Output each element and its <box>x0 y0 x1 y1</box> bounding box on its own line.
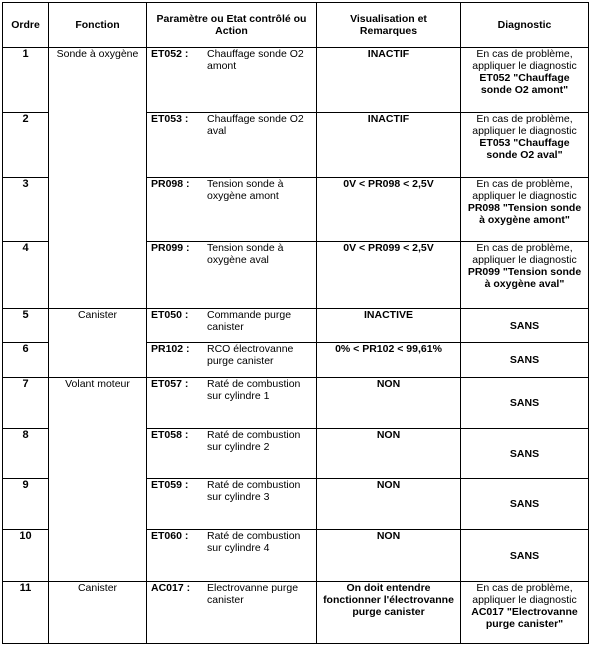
param-label: Tension sonde à oxygène amont <box>207 178 284 202</box>
param-cell <box>147 309 317 343</box>
visu-cell: INACTIVE <box>317 309 461 343</box>
param-code: AC017 : <box>151 582 191 594</box>
diag-cell: SANS <box>461 479 589 530</box>
diag-cell <box>461 178 589 242</box>
param-cell <box>147 113 317 178</box>
diagnostic-table <box>2 2 589 644</box>
row-ordre: 3 <box>3 178 49 242</box>
diag-text: En cas de problème, appliquer le diagnostic <box>472 178 577 202</box>
table-row <box>3 48 589 113</box>
diag-cell <box>461 582 589 644</box>
row-ordre: 8 <box>3 429 49 479</box>
param-code: ET058 : <box>151 429 189 441</box>
visu-cell: INACTIF <box>317 48 461 113</box>
header-ordre: Ordre <box>3 3 49 48</box>
diag-text: En cas de problème, appliquer le diagnostic <box>472 48 577 72</box>
visu-cell: On doit entendre fonctionner l'électrovanne purge canister <box>317 582 461 644</box>
param-label: Chauffage sonde O2 aval <box>207 113 304 137</box>
function-cell: Sonde à oxygène <box>49 48 147 309</box>
visu-cell: INACTIF <box>317 113 461 178</box>
param-cell <box>147 242 317 309</box>
header-parametre: Paramètre ou Etat contrôlé ou Action <box>147 3 317 48</box>
row-ordre: 7 <box>3 378 49 429</box>
param-code: ET059 : <box>151 479 189 491</box>
visu-cell: 0% < PR102 < 99,61% <box>317 343 461 378</box>
row-ordre: 11 <box>3 582 49 644</box>
param-label: Chauffage sonde O2 amont <box>207 48 304 72</box>
table-row <box>3 309 589 343</box>
param-code: ET050 : <box>151 309 189 321</box>
param-cell <box>147 178 317 242</box>
param-cell <box>147 582 317 644</box>
param-label: Commande purge canister <box>207 309 292 333</box>
function-cell: Volant moteur <box>49 378 147 582</box>
diag-cell: SANS <box>461 309 589 343</box>
param-code: PR102 : <box>151 343 190 355</box>
diag-cell: SANS <box>461 343 589 378</box>
visu-cell: 0V < PR098 < 2,5V <box>317 178 461 242</box>
param-code: ET053 : <box>151 113 189 125</box>
param-label: RCO électrovanne purge canister <box>207 343 294 367</box>
diag-cell <box>461 113 589 178</box>
diag-reference: ET053 "Chauffage sonde O2 aval" <box>479 137 570 161</box>
visu-cell: 0V < PR099 < 2,5V <box>317 242 461 309</box>
diag-text: En cas de problème, appliquer le diagnostic <box>472 113 577 137</box>
diag-cell: SANS <box>461 429 589 479</box>
row-ordre: 2 <box>3 113 49 178</box>
param-label: Raté de combustion sur cylindre 4 <box>207 530 301 554</box>
param-label: Electrovanne purge canister <box>207 582 299 606</box>
diag-reference: PR098 "Tension sonde à oxygène amont" <box>467 202 582 226</box>
param-label: Raté de combustion sur cylindre 2 <box>207 429 301 453</box>
diag-cell: SANS <box>461 378 589 429</box>
visu-cell: NON <box>317 479 461 530</box>
diag-reference: PR099 "Tension sonde à oxygène aval" <box>467 266 582 290</box>
diag-text: En cas de problème, appliquer le diagnostic <box>472 242 577 266</box>
param-cell <box>147 530 317 582</box>
param-cell <box>147 343 317 378</box>
header-row <box>3 3 589 48</box>
diag-reference: ET052 "Chauffage sonde O2 amont" <box>479 72 570 96</box>
row-ordre: 1 <box>3 48 49 113</box>
visu-cell: NON <box>317 429 461 479</box>
param-cell <box>147 48 317 113</box>
table-row <box>3 378 589 429</box>
row-ordre: 10 <box>3 530 49 582</box>
param-code: ET052 : <box>151 48 189 60</box>
diag-cell <box>461 48 589 113</box>
header-diagnostic: Diagnostic <box>461 3 589 48</box>
diag-text: En cas de problème, appliquer le diagnostic <box>472 582 577 606</box>
diag-cell: SANS <box>461 530 589 582</box>
row-ordre: 4 <box>3 242 49 309</box>
param-label: Tension sonde à oxygène aval <box>207 242 284 266</box>
function-cell: Canister <box>49 309 147 378</box>
visu-cell: NON <box>317 530 461 582</box>
header-fonction: Fonction <box>49 3 147 48</box>
param-cell <box>147 479 317 530</box>
param-code: ET057 : <box>151 378 189 390</box>
function-cell: Canister <box>49 582 147 644</box>
visu-cell: NON <box>317 378 461 429</box>
param-code: PR098 : <box>151 178 190 190</box>
param-cell <box>147 429 317 479</box>
diag-reference: AC017 "Electrovanne purge canister" <box>471 606 578 630</box>
param-code: PR099 : <box>151 242 190 254</box>
header-visualisation: Visualisation et Remarques <box>317 3 461 48</box>
table-row <box>3 582 589 644</box>
param-cell <box>147 378 317 429</box>
param-code: ET060 : <box>151 530 189 542</box>
row-ordre: 9 <box>3 479 49 530</box>
diag-cell <box>461 242 589 309</box>
row-ordre: 6 <box>3 343 49 378</box>
param-label: Raté de combustion sur cylindre 1 <box>207 378 301 402</box>
param-label: Raté de combustion sur cylindre 3 <box>207 479 301 503</box>
row-ordre: 5 <box>3 309 49 343</box>
